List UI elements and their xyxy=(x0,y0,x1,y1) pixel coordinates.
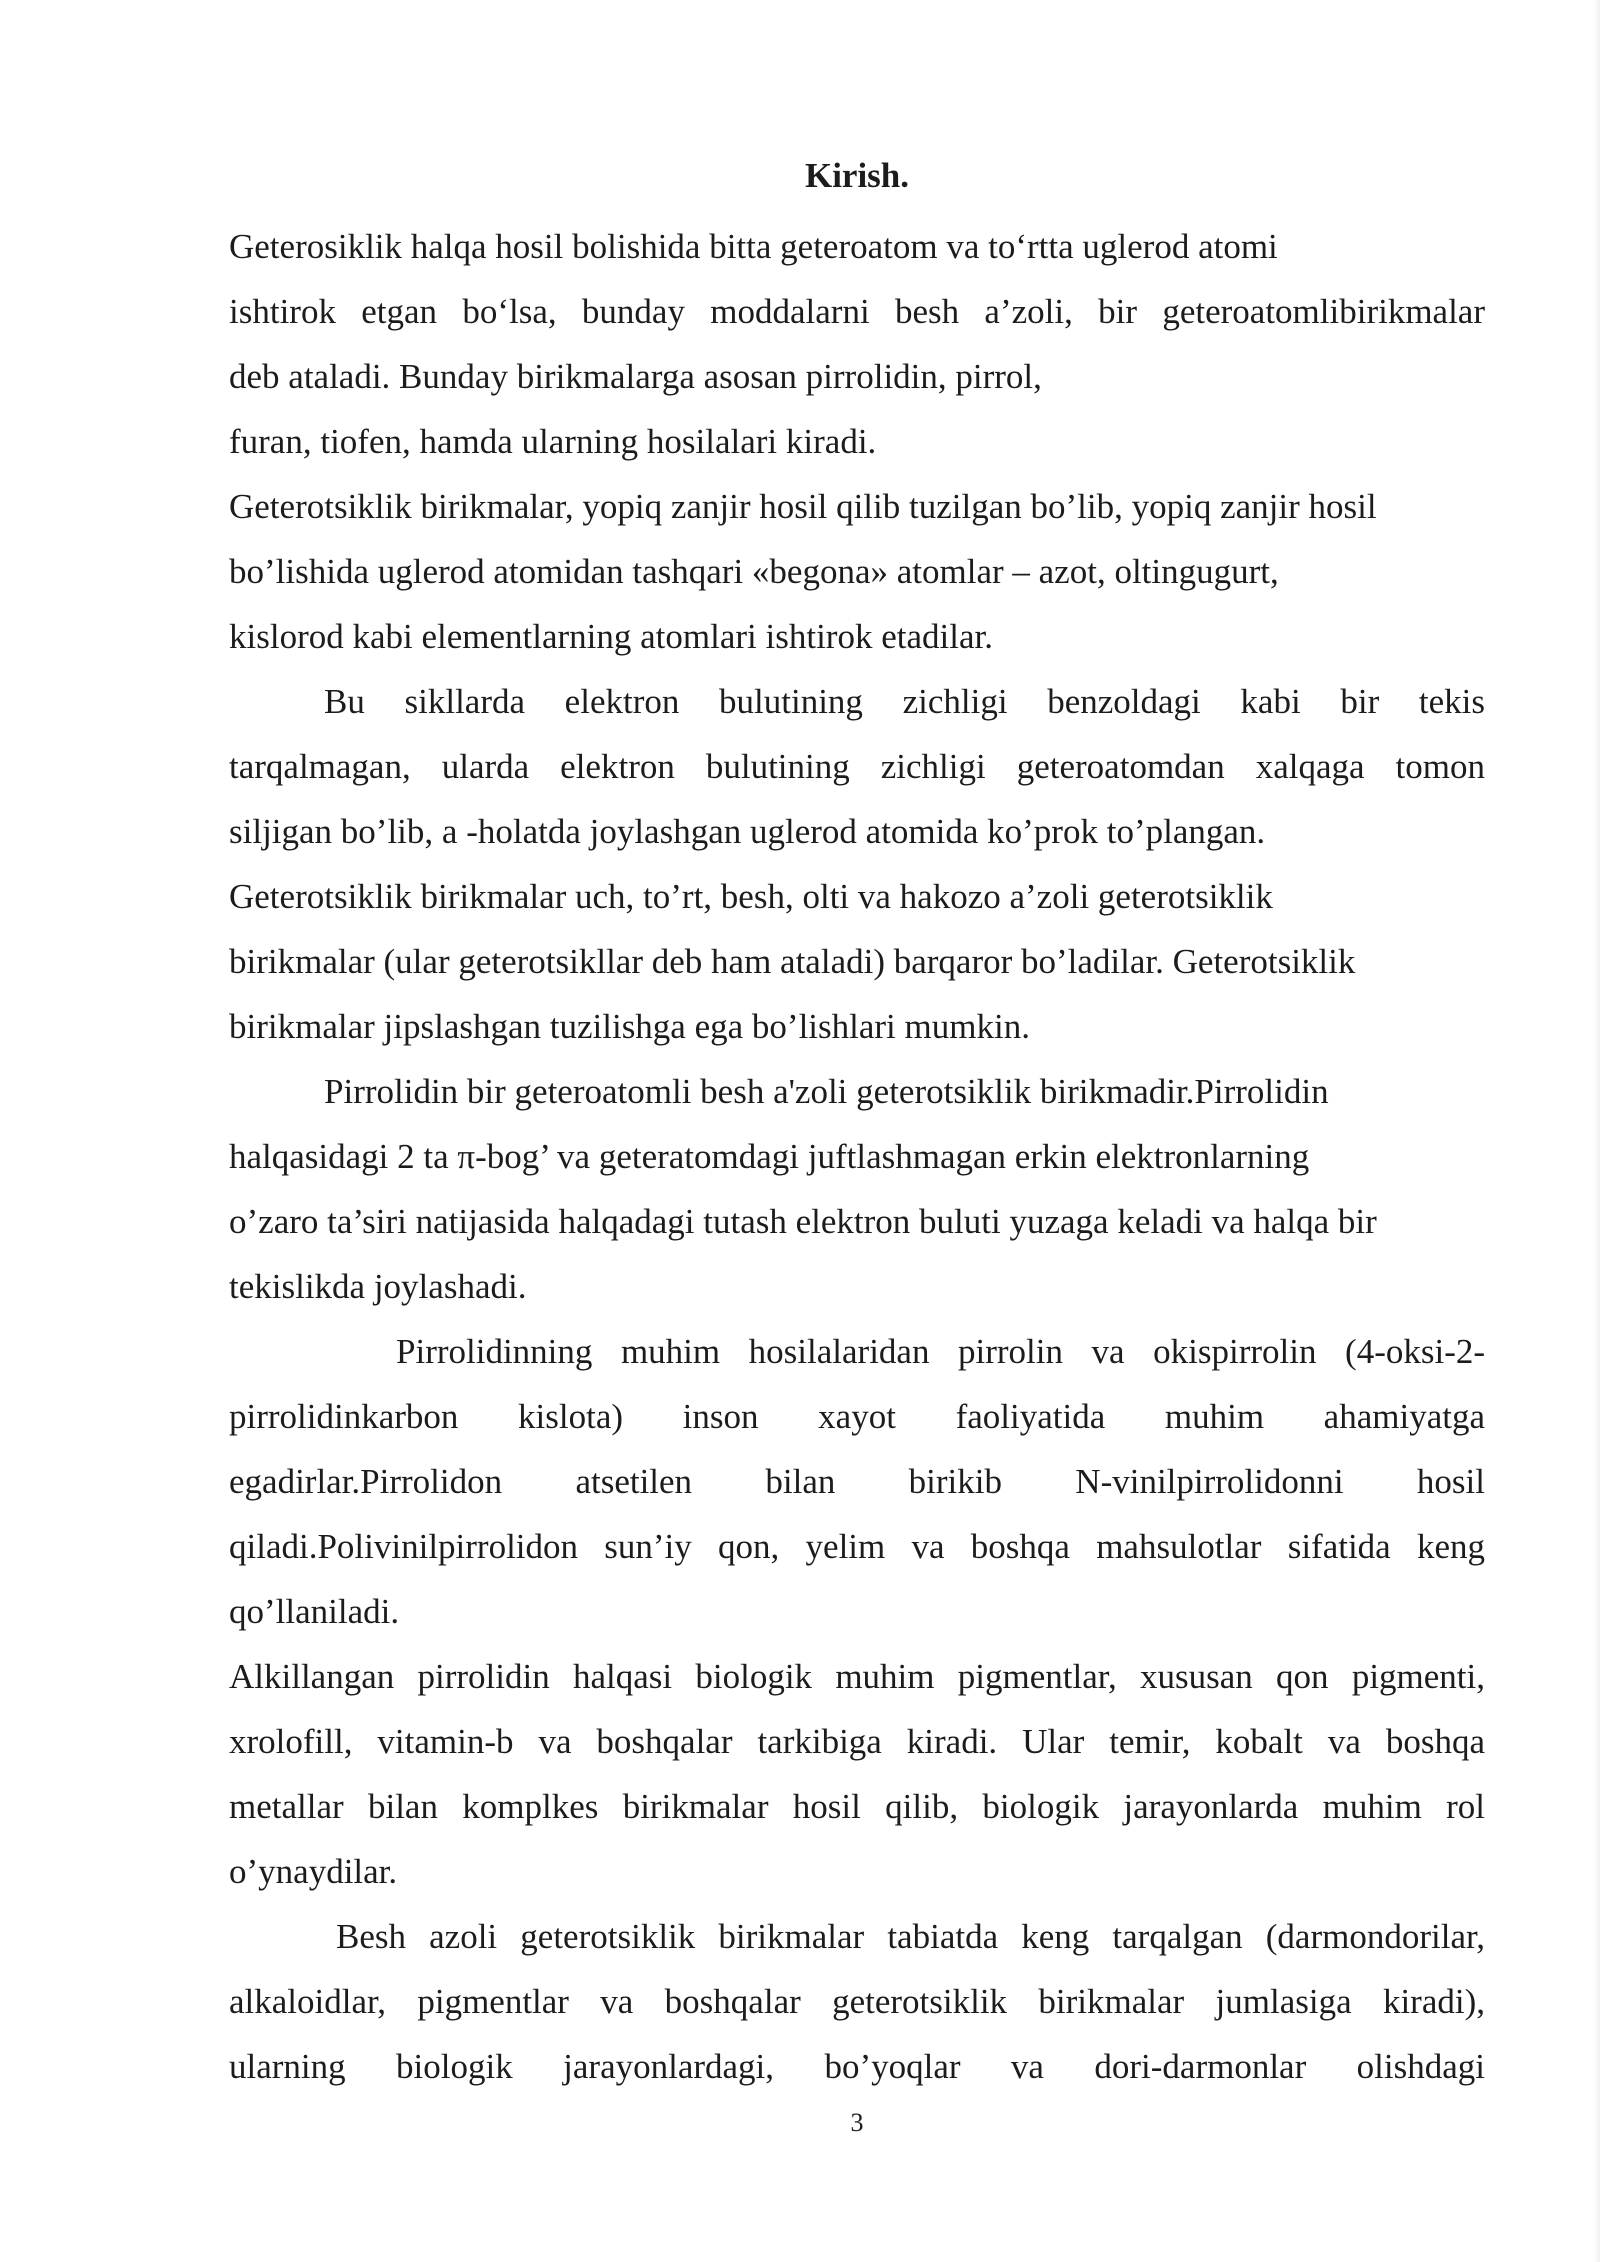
text-line: egadirlar.Pirrolidon atsetilen bilan birikib N-vinilpirrolidonni hosil xyxy=(229,1462,1485,1501)
text-line: tekislikda joylashadi. xyxy=(229,1267,527,1306)
text-line: Alkillangan pirrolidin halqasi biologik muhim pigmentlar, xususan qon pigmenti, xyxy=(229,1657,1485,1696)
text-line: alkaloidlar, pigmentlar va boshqalar geterotsiklik birikmalar jumlasiga kiradi), xyxy=(229,1982,1485,2021)
text-line: Pirrolidinning muhim hosilalaridan pirrolin va okispirrolin (4-oksi-2- xyxy=(396,1332,1485,1371)
text-line: xrolofill, vitamin-b va boshqalar tarkibiga kiradi. Ular temir, kobalt va boshqa xyxy=(229,1722,1485,1761)
text-line: pirrolidinkarbon kislota) inson xayot faoliyatida muhim ahamiyatga xyxy=(229,1397,1485,1436)
text-line: ularning biologik jarayonlardagi, bo’yoqlar va dori-darmonlar olishdagi xyxy=(229,2047,1485,2086)
text-line: Pirrolidin bir geteroatomli besh a'zoli geterotsiklik birikmadir.Pirrolidin xyxy=(324,1072,1329,1111)
text-line: Geterotsiklik birikmalar uch, to’rt, besh, olti va hakozo a’zoli geterotsiklik xyxy=(229,877,1273,916)
page-number: 3 xyxy=(850,2108,864,2137)
text-line: Besh azoli geterotsiklik birikmalar tabiatda keng tarqalgan (darmondorilar, xyxy=(336,1917,1485,1956)
text-line: bo’lishida uglerod atomidan tashqari «begona» atomlar – azot, oltingugurt, xyxy=(229,552,1279,591)
text-line: Bu sikllarda elektron bulutining zichligi benzoldagi kabi bir tekis xyxy=(324,682,1485,721)
text-line: siljigan bo’lib, a -holatda joylashgan uglerod atomida ko’prok to’plangan. xyxy=(229,812,1266,851)
text-line: Geterotsiklik birikmalar, yopiq zanjir hosil qilib tuzilgan bo’lib, yopiq zanjir hosil xyxy=(229,487,1377,526)
text-line: Geterosiklik halqa hosil bolishida bitta geteroatom va to‘rtta uglerod atomi xyxy=(229,227,1278,266)
text-line: halqasidagi 2 ta π-bog’ va geteratomdagi juftlashmagan erkin elektronlarning xyxy=(229,1137,1310,1176)
page-edge-shadow xyxy=(1594,0,1600,2262)
body-text xyxy=(229,214,1485,2099)
text-line: furan, tiofen, hamda ularning hosilalari kiradi. xyxy=(229,422,877,461)
text-line: o’ynaydilar. xyxy=(229,1852,398,1891)
text-line: qo’llaniladi. xyxy=(229,1592,400,1631)
page-title: Kirish. xyxy=(804,156,910,195)
text-line: tarqalmagan, ularda elektron bulutining zichligi geteroatomdan xalqaga tomon xyxy=(229,747,1485,786)
text-line: metallar bilan komplkes birikmalar hosil qilib, biologik jarayonlarda muhim rol xyxy=(229,1787,1485,1826)
text-line: kislorod kabi elementlarning atomlari ishtirok etadilar. xyxy=(229,617,993,656)
text-line: ishtirok etgan bo‘lsa, bunday moddalarni besh a’zoli, bir geteroatomlibirikmalar xyxy=(229,292,1485,331)
text-line: qiladi.Polivinilpirrolidon sun’iy qon, yelim va boshqa mahsulotlar sifatida keng xyxy=(229,1527,1485,1566)
text-line: birikmalar jipslashgan tuzilishga ega bo’lishlari mumkin. xyxy=(229,1007,1030,1046)
text-line: birikmalar (ular geterotsikllar deb ham ataladi) barqaror bo’ladilar. Geterotsiklik xyxy=(229,942,1356,981)
text-line: o’zaro ta’siri natijasida halqadagi tutash elektron buluti yuzaga keladi va halqa bir xyxy=(229,1202,1377,1241)
text-line: deb ataladi. Bunday birikmalarga asosan pirrolidin, pirrol, xyxy=(229,357,1042,396)
